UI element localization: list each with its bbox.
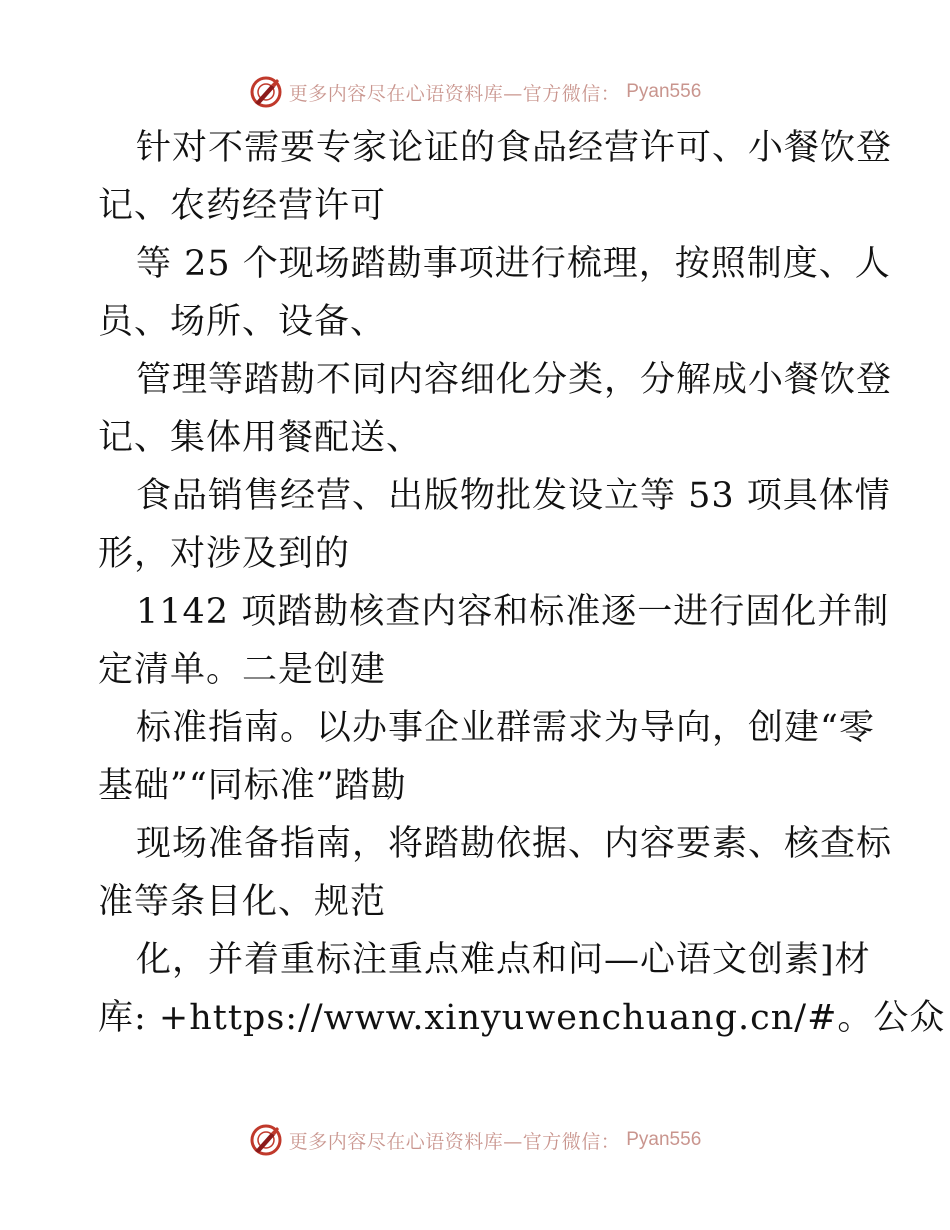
red-pen-seal-icon	[249, 1123, 283, 1157]
wechat-id: Pyan556	[626, 81, 702, 102]
watermark-text: 更多内容尽在心语资料库—官方微信：	[288, 82, 621, 105]
header-watermark-banner	[0, 70, 950, 114]
wechat-id: Pyan556	[626, 1129, 702, 1150]
paragraph-line: 定清单。二是创建	[98, 650, 387, 690]
paragraph-line: 食品销售经营、出版物批发设立等 53 项具体情	[136, 476, 891, 516]
watermark-text: 更多内容尽在心语资料库—官方微信：	[288, 1130, 621, 1153]
paragraph-line: 化，并着重标注重点难点和问—心语文创素]材	[136, 940, 871, 980]
paragraph-line: 记、集体用餐配送、	[98, 418, 423, 458]
paragraph-line: 针对不需要专家论证的食品经营许可、小餐饮登	[136, 128, 893, 168]
paragraph-line: 1142 项踏勘核查内容和标准逐一进行固化并制	[136, 592, 890, 632]
paragraph-line: 现场准备指南，将踏勘依据、内容要素、核查标	[136, 824, 893, 864]
red-pen-seal-icon	[249, 75, 283, 109]
paragraph-line: 员、场所、设备、	[98, 302, 387, 342]
paragraph-line: 管理等踏勘不同内容细化分类，分解成小餐饮登	[136, 360, 893, 400]
paragraph-line: 库: +https://www.xinyuwenchuang.cn/#。公众	[98, 998, 946, 1038]
paragraph-line: 记、农药经营许可	[98, 186, 387, 226]
paragraph-line: 形，对涉及到的	[98, 534, 351, 574]
document-body	[98, 119, 946, 1047]
paragraph-line: 基础”“同标准”踏勘	[98, 766, 407, 806]
footer-watermark-banner	[0, 1118, 950, 1162]
paragraph-line: 等 25 个现场踏勘事项进行梳理，按照制度、人	[136, 244, 891, 284]
paragraph-line: 准等条目化、规范	[98, 882, 387, 922]
paragraph-line: 标准指南。以办事企业群需求为导向，创建“零	[136, 708, 875, 748]
